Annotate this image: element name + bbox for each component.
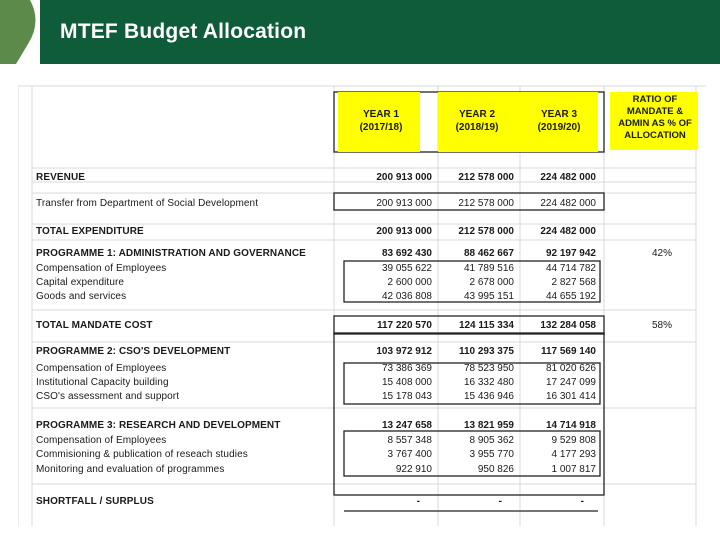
cell-y3: 9 529 808	[551, 435, 596, 446]
cell-y1: 200 913 000	[376, 198, 432, 209]
row-label: TOTAL MANDATE COST	[36, 320, 153, 331]
cell-y2: 212 578 000	[458, 226, 514, 237]
cell-y3: 117 569 140	[540, 346, 596, 357]
slide-header	[0, 0, 720, 64]
cell-y3: 92 197 942	[545, 248, 596, 259]
cell-y1: 2 600 000	[387, 277, 432, 288]
cell-y3: 16 301 414	[545, 391, 596, 402]
cell-y3: 224 482 000	[540, 172, 596, 183]
row-label: Compensation of Employees	[36, 435, 167, 446]
cell-y3: 224 482 000	[540, 198, 596, 209]
year1-header: YEAR 1 (2017/18)	[359, 109, 403, 133]
row-label: SHORTFALL / SURPLUS	[36, 496, 154, 507]
cell-y1: 39 055 622	[381, 263, 432, 274]
row-label: TOTAL EXPENDITURE	[36, 226, 144, 237]
cell-y1: 3 767 400	[387, 449, 432, 460]
cell-y3: 1 007 817	[551, 464, 596, 475]
cell-y1: 103 972 912	[376, 346, 432, 357]
cell-y2: 950 826	[477, 464, 514, 475]
cell-y3: -	[580, 496, 584, 507]
row-label: Compensation of Employees	[36, 363, 167, 374]
row-label: PROGRAMME 1: ADMINISTRATION AND GOVERNANCE	[36, 248, 306, 259]
ratio-percent: 58%	[651, 320, 672, 331]
cell-y2: 3 955 770	[469, 449, 514, 460]
cell-y1: 922 910	[395, 464, 432, 475]
cell-y1: -	[416, 496, 420, 507]
cell-y2: 13 821 959	[463, 420, 514, 431]
cell-y2: 15 436 946	[463, 391, 514, 402]
ratio-header: RATIO OF MANDATE & ADMIN AS % OF ALLOCATION	[618, 94, 692, 141]
cell-y2: 124 115 334	[458, 320, 514, 331]
cell-y1: 73 386 369	[381, 363, 432, 374]
row-label: Institutional Capacity building	[36, 377, 169, 388]
cell-y2: -	[498, 496, 502, 507]
cell-y1: 117 220 570	[376, 320, 432, 331]
cell-y3: 17 247 099	[545, 377, 596, 388]
slide-title: MTEF Budget Allocation	[60, 20, 307, 43]
cell-y1: 200 913 000	[376, 226, 432, 237]
header-accent-shape	[0, 0, 40, 64]
row-label: Commisioning & publication of reseach studies	[36, 449, 248, 460]
cell-y2: 8 905 362	[469, 435, 514, 446]
year3-header: YEAR 3 (2019/20)	[537, 109, 581, 133]
cell-y3: 132 284 058	[540, 320, 596, 331]
cell-y3: 14 714 918	[545, 420, 596, 431]
row-label: Compensation of Employees	[36, 263, 167, 274]
year2-header: YEAR 2 (2018/19)	[455, 109, 499, 133]
cell-y2: 2 678 000	[469, 277, 514, 288]
row-label: PROGRAMME 2: CSO'S DEVELOPMENT	[36, 346, 231, 357]
cell-y3: 4 177 293	[551, 449, 596, 460]
row-label: Transfer from Department of Social Development	[36, 198, 259, 209]
cell-y3: 224 482 000	[540, 226, 596, 237]
row-label: Goods and services	[36, 291, 127, 302]
cell-y2: 212 578 000	[458, 172, 514, 183]
row-label: PROGRAMME 3: RESEARCH AND DEVELOPMENT	[36, 420, 281, 431]
cell-y3: 44 714 782	[545, 263, 596, 274]
cell-y3: 44 655 192	[545, 291, 596, 302]
row-label: Capital expenditure	[36, 277, 125, 288]
budget-spreadsheet	[18, 80, 706, 526]
cell-y2: 16 332 480	[463, 377, 514, 388]
cell-y2: 78 523 950	[463, 363, 514, 374]
cell-y2: 212 578 000	[458, 198, 514, 209]
cell-y1: 15 178 043	[381, 391, 432, 402]
cell-y1: 83 692 430	[381, 248, 432, 259]
cell-y2: 88 462 667	[463, 248, 514, 259]
row-label: REVENUE	[36, 172, 86, 183]
cell-y1: 13 247 658	[381, 420, 432, 431]
cell-y1: 15 408 000	[381, 377, 432, 388]
cell-y1: 200 913 000	[376, 172, 432, 183]
ratio-percent: 42%	[651, 248, 672, 259]
cell-y1: 42 036 808	[381, 291, 432, 302]
cell-y3: 81 020 626	[545, 363, 596, 374]
cell-y2: 43 995 151	[463, 291, 514, 302]
cell-y2: 110 293 375	[458, 346, 514, 357]
cell-y1: 8 557 348	[387, 435, 432, 446]
row-label: CSO's assessment and support	[36, 391, 180, 402]
row-label: Monitoring and evaluation of programmes	[36, 464, 225, 475]
cell-y2: 41 789 516	[463, 263, 514, 274]
cell-y3: 2 827 568	[551, 277, 596, 288]
